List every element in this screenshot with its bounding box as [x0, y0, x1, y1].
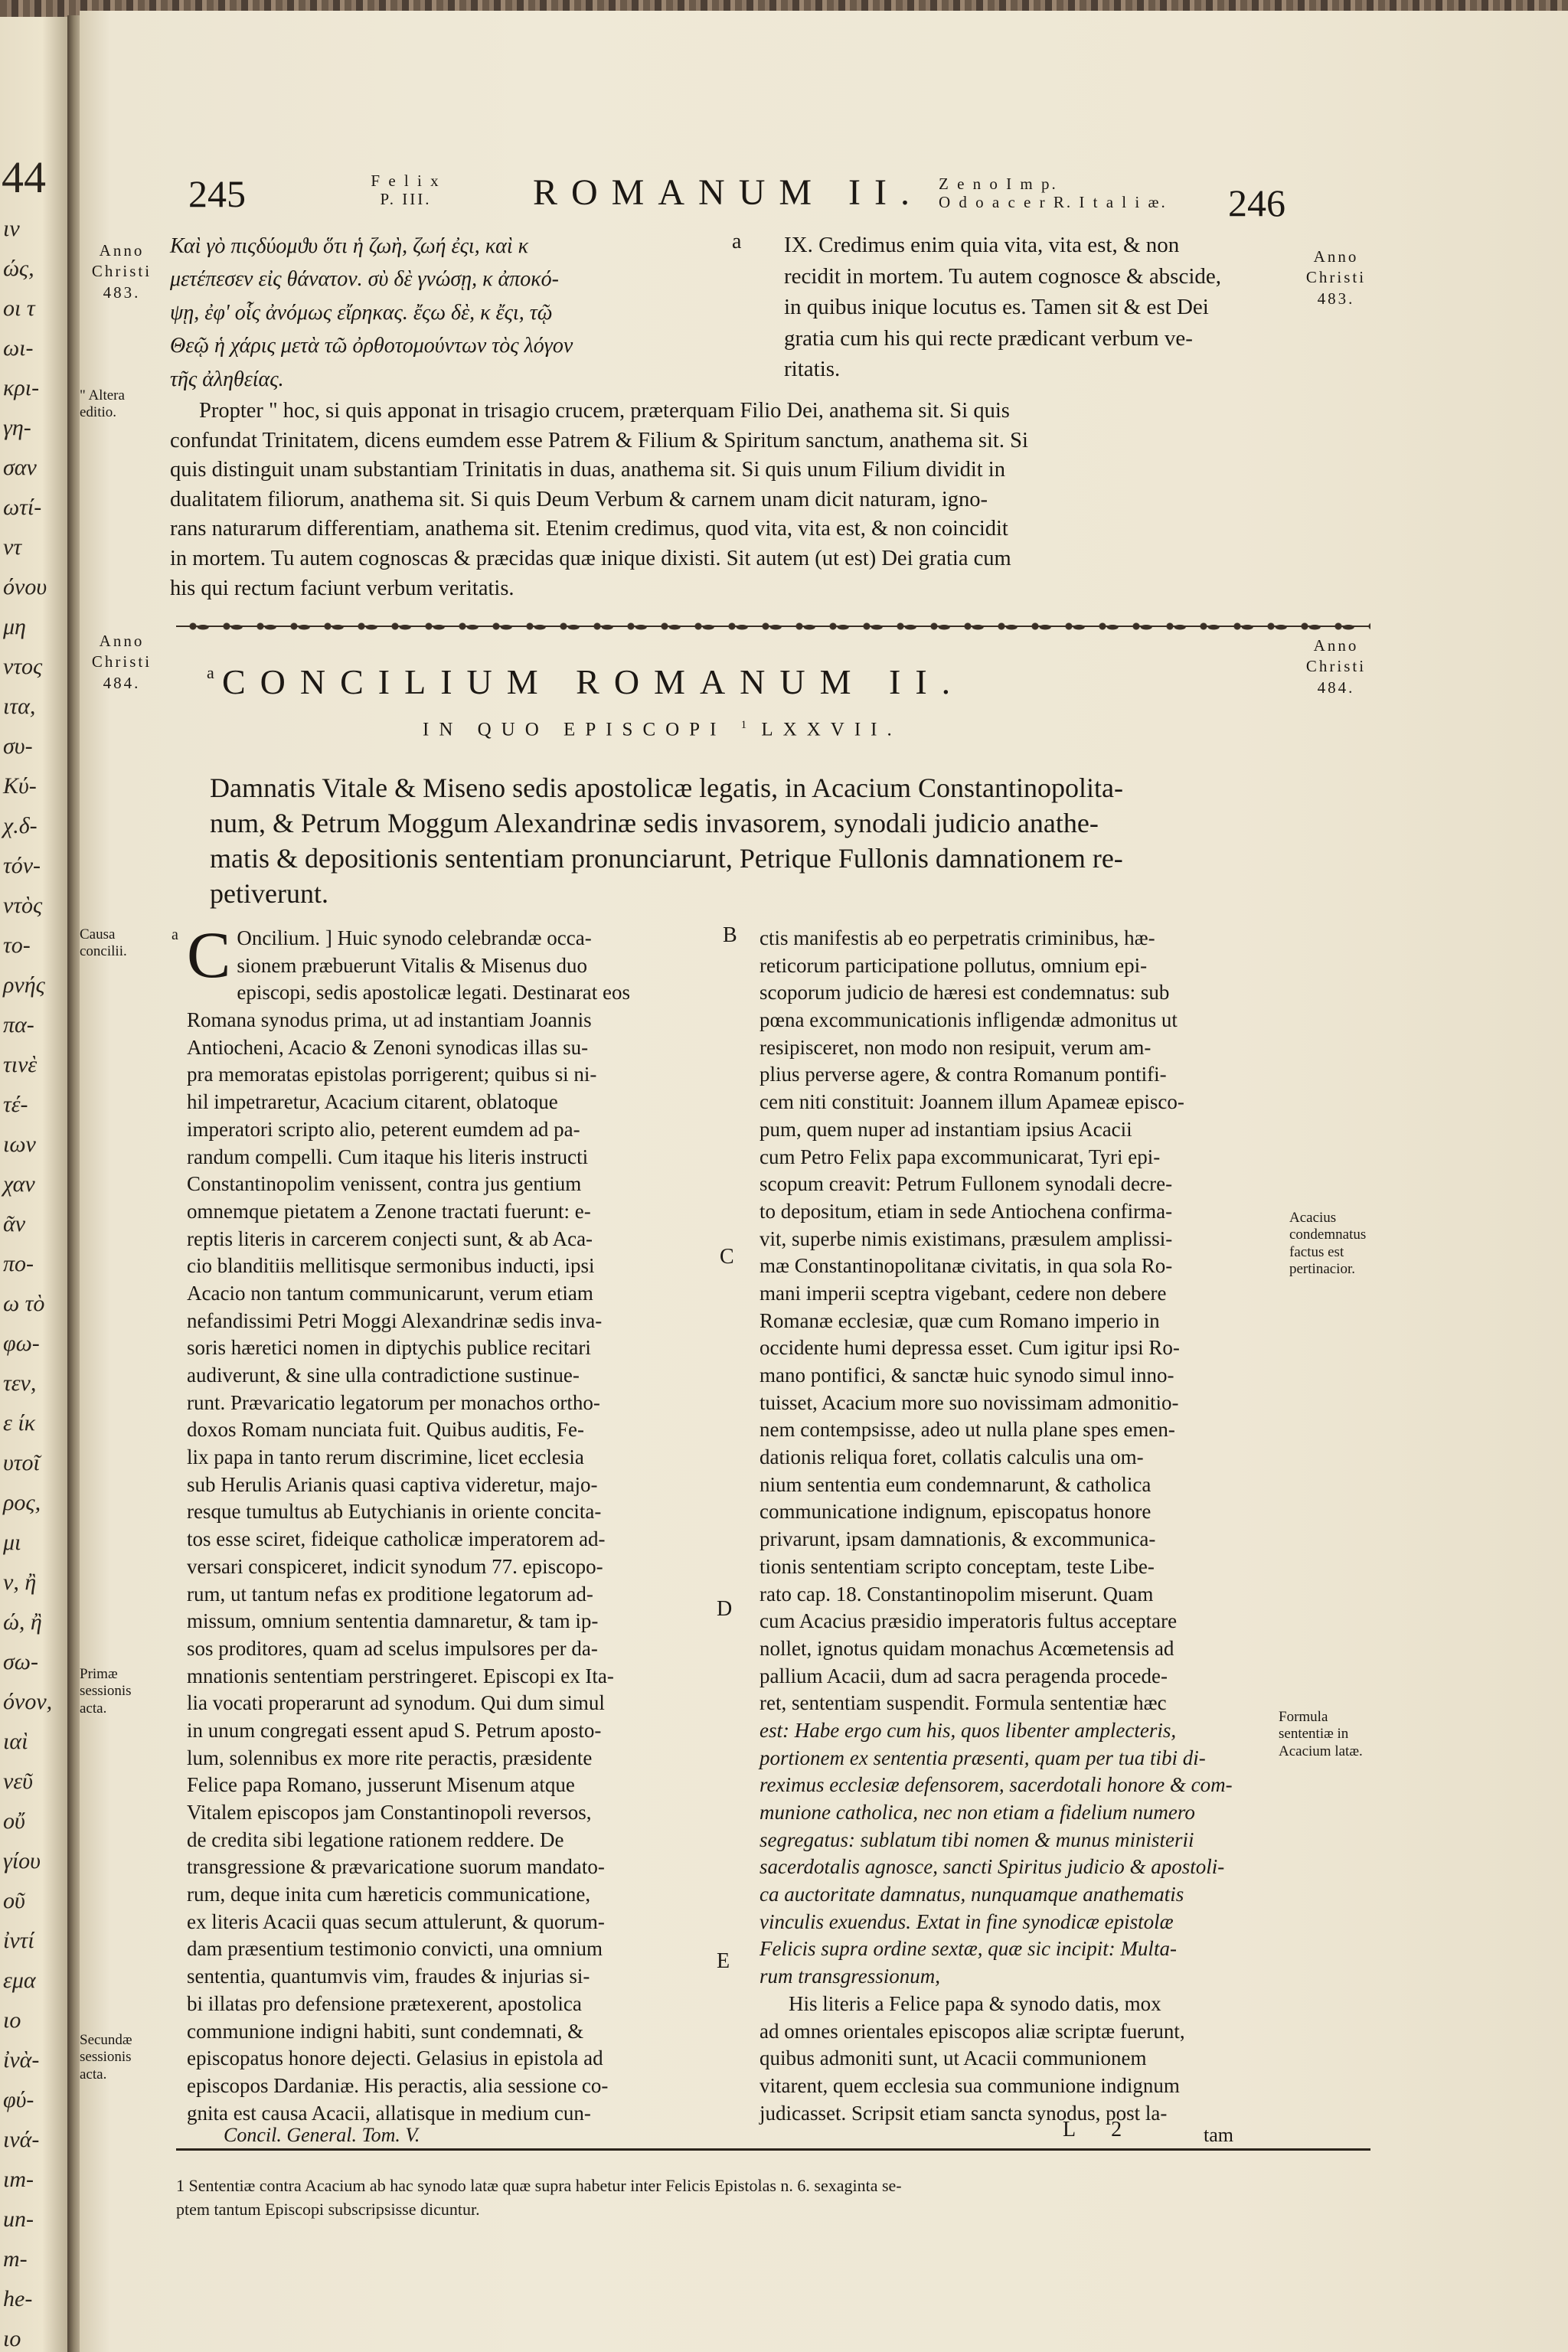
left-page-fragment: κρι-: [3, 375, 40, 400]
left-column-line: lia vocati properarunt ad synodum. Qui dum simul: [187, 1691, 605, 1715]
left-page-fragment: όνου: [3, 574, 47, 599]
latin-ix-block: [784, 230, 1366, 385]
ornamental-band: [176, 617, 1370, 635]
summary-paragraph: [210, 770, 1351, 911]
propter-line: quis distinguit unam substantiam Trinitatis in duas, anathema sit. Si quis unum Filium dividit in: [170, 458, 1005, 482]
latin-line: gratia cum his qui recte prædicant verbum ve-: [784, 325, 1193, 351]
left-page-fragment: ιων: [3, 1132, 36, 1157]
right-column-line: cum Acacius præsidio imperatoris fultus acceptare: [760, 1609, 1178, 1633]
section-letter-c: C: [720, 1245, 734, 1269]
left-page-fragment: εμα: [3, 1968, 36, 1993]
right-column-line: pum, quem nuper ad instantiam ipsius Acacii: [760, 1117, 1132, 1141]
footnote-rule: [176, 2148, 1370, 2151]
section-letter-b: B: [723, 923, 737, 947]
right-column: [760, 925, 1280, 2127]
propter-line: his qui rectum faciunt verbum veritatis.: [170, 576, 514, 600]
left-column-line: pra memoratas epistolas porrigerent; quibus si ni-: [187, 1063, 597, 1086]
right-column-line: nem contempsisse, adeo ut nulla plane spes emen-: [760, 1418, 1175, 1442]
right-column-line: ad omnes orientales episcopos aliæ scriptæ fuerunt,: [760, 2019, 1185, 2043]
right-column-line: resipisceret, non modo non resipuit, verum am-: [760, 1035, 1152, 1059]
right-column-line: sacerdotalis agnosce, sancti Spiritus judicio & apostoli-: [760, 1855, 1225, 1879]
left-column-line: Felice papa Romano, jusserunt Misenum atque: [187, 1773, 575, 1797]
left-column-line: transgressione & prævaricatione suorum mandato-: [187, 1855, 605, 1879]
footnote: [176, 2174, 1370, 2222]
left-column-line: mnationis sententiam perstringeret. Episcopi ex Ita-: [187, 1664, 614, 1687]
left-column-line: resque tumultus ab Eutychianis in oriente concita-: [187, 1500, 602, 1524]
margin-note-primae: Primæ sessionis acta.: [80, 1666, 132, 1717]
left-column-line: doxos Romam nunciata fuit. Quibus auditis, Fe-: [187, 1418, 584, 1442]
left-page-fragment: ιm-: [3, 2167, 34, 2192]
right-column-line: rato cap. 18. Constantinopolim miserunt. Quam: [760, 1582, 1154, 1606]
left-page-fragment: πο-: [3, 1251, 34, 1276]
footnote-line: ptem tantum Episcopi subscripsisse dicuntur.: [176, 2199, 480, 2219]
right-column-line: judicasset. Scripsit etiam sancta synodus, post la-: [760, 2101, 1168, 2125]
header-right-line2: O d o a c e r R. I t a l i æ.: [939, 193, 1168, 212]
anno-christi-right-mid: [1294, 635, 1378, 698]
latin-line: in quibus inique locutus es. Tamen sit & est Dei: [784, 295, 1209, 320]
page-title: ROMANUM II.: [533, 172, 923, 213]
left-page-fragment: ἰντί: [3, 1928, 34, 1953]
section-title: CONCILIUM ROMANUM II.: [222, 662, 965, 701]
left-column-line: randum compelli. Cum itaque his literis instructi: [187, 1145, 589, 1168]
drop-cap: C: [187, 918, 231, 991]
right-column-line: Felicis supra ordine sextæ, quæ sic incipit: Multa-: [760, 1937, 1177, 1961]
subtitle-count: LXXVII.: [761, 719, 902, 740]
left-column-line: nefandissimi Petri Moggi Alexandrinæ sedis inva-: [187, 1308, 603, 1332]
right-column-line: mano pontifici, & sanctæ huic synodo simul inno-: [760, 1364, 1174, 1387]
left-page-fragment: ιο: [3, 2007, 21, 2033]
left-column-line: soris hæretici nomen in diptychis publice recitari: [187, 1336, 591, 1360]
right-column-line: mani imperii sceptra vigebant, cedere non debere: [760, 1281, 1167, 1305]
christi-word: Christi: [91, 652, 152, 671]
margin-note-causa: Causa concilii.: [80, 926, 127, 960]
left-column-line: gnita est causa Acacii, allatisque in medium cun-: [187, 2101, 591, 2125]
left-column-line: tos esse sciret, fideique catholicæ imperatorem ad-: [187, 1527, 606, 1551]
right-column-line: est: Habe ergo cum his, quos libenter amplecteris,: [760, 1718, 1177, 1742]
right-column-line: scopum creavit: Petrum Fullonem synodali decre-: [760, 1172, 1173, 1196]
left-page-number: 44: [2, 152, 46, 202]
left-page-fragment: γη-: [3, 415, 31, 440]
header-left-line1: F e l i x: [371, 172, 441, 190]
right-column-line: vinculis exuendus. Extat in fine synodicæ epistolæ: [760, 1909, 1174, 1933]
right-column-line: pallium Acacii, dum ad sacra peragenda procede-: [760, 1664, 1168, 1687]
right-column-line: dationis reliqua foret, collatis calculis una om-: [760, 1446, 1144, 1469]
propter-line: dualitatem filiorum, anathema sit. Si quis Deum Verbum & carnem unam dicit naturam, igno-: [170, 487, 988, 511]
right-column-line: nium sententia eum condemnarunt, & catholica: [760, 1472, 1152, 1496]
margin-note-acacius: Acacius condemnatus factus est pertinacior.: [1289, 1210, 1367, 1278]
propter-line: rans naturarum differentiam, anathema sit. Etenim credimus, quod vita, vita est, & non coincidit: [170, 517, 1008, 541]
left-column-line: episcopatus honore dejecti. Gelasius in epistola ad: [187, 2047, 603, 2070]
left-column-line: Antiocheni, Acacio & Zenoni synodicas illas su-: [187, 1035, 589, 1059]
left-page-fragment: ρνής: [3, 972, 45, 998]
margin-note-secundae: Secundæ sessionis acta.: [80, 2032, 132, 2082]
col-footnote-marker: a: [172, 926, 178, 943]
right-page: [80, 11, 1568, 2352]
left-page-fragment: φω-: [3, 1331, 40, 1356]
left-column-line: audiverunt, & sine ulla contradictione sustinue-: [187, 1364, 580, 1387]
right-column-line: reximus ecclesiæ defensorem, sacerdotali honore & com-: [760, 1773, 1233, 1797]
left-page-fragment: ντ: [3, 534, 22, 560]
propter-line: in mortem. Tu autem cognoscas & præcidas quæ inique dixisti. Sit autem (ut est) Dei gratia cum: [170, 547, 1011, 571]
left-page-fragment: οῦ: [3, 1888, 25, 1913]
left-column-line: Romana synodus prima, ut ad instantiam Joannis: [187, 1008, 592, 1032]
subtitle-text: IN QUO EPISCOPI: [423, 719, 727, 740]
right-column-line: ctis manifestis ab eo perpetratis criminibus, hæ-: [760, 926, 1155, 949]
anno-word: Anno: [1313, 247, 1359, 266]
left-page-fragment: ρος,: [3, 1490, 41, 1515]
right-column-line: tionis sententiam scripto conceptam, teste Libe-: [760, 1554, 1155, 1578]
greek-line: ψῃ, ἐφ' οἷς ἀνόμως εἴρηκας. ἔςω δὲ, κ ἔςι, τῷ: [170, 300, 553, 325]
right-column-line: communicatione indignum, episcopatus honore: [760, 1500, 1152, 1524]
right-column-line: to depositum, etiam in sede Antiochena confirma-: [760, 1199, 1173, 1223]
left-page-fragment: πα-: [3, 1012, 34, 1037]
title-footnote-marker: a: [207, 663, 214, 682]
right-column-line: Romanæ ecclesiæ, quæ cum Romano imperio in: [760, 1308, 1160, 1332]
page-number-left: 245: [188, 172, 246, 215]
left-column-line: Acacio non tantum communicarunt, verum etiam: [187, 1281, 593, 1305]
left-column-line: ex literis Acacii quas secum attulerunt, & quorum-: [187, 1909, 605, 1933]
right-column-line: vitarent, quem ecclesia sua communione indignum: [760, 2073, 1180, 2097]
left-column-line: missum, omnium sententia damnaretur, & tam ip-: [187, 1609, 599, 1633]
left-column-line: hil impetraretur, Acacium citarent, oblatoque: [187, 1090, 558, 1114]
right-column-line: ca auctoritate damnatus, nunquamque anathematis: [760, 1883, 1184, 1906]
left-column-line: dam præsentium testimonio convicti, una omnium: [187, 1937, 603, 1961]
summary-line: matis & depositionis sententiam pronunciarunt, Petrique Fullonis damnationem re-: [210, 843, 1123, 874]
left-column-line: rum, ut tantum nefas ex proditione legatorum ad-: [187, 1582, 593, 1606]
left-page-fragment: τινὲ: [3, 1052, 38, 1077]
right-column-line: pœna excommunicationis infligendæ admonitus ut: [760, 1008, 1178, 1032]
left-page-fragment: σω-: [3, 1649, 38, 1674]
left-page-fragment: ώς,: [3, 256, 34, 281]
left-page-fragment: un-: [3, 2207, 34, 2232]
anno-christi-left-top: [80, 240, 164, 303]
left-column-line: communione indigni habiti, sunt condemnati, &: [187, 2019, 584, 2043]
right-column-line: tuisset, Acacium more suo novissimam admonitio-: [760, 1390, 1179, 1414]
summary-line: num, & Petrum Moggum Alexandrinæ sedis invasorem, synodali judicio anathe-: [210, 808, 1099, 839]
right-column-line: quibus admoniti sunt, ut Acacii communionem: [760, 2047, 1147, 2070]
left-page-fragment: γίου: [3, 1848, 41, 1873]
left-column-line: runt. Prævaricatio legatorum per monachos ortho-: [187, 1390, 600, 1414]
greek-line: μετέπεσεν εἰς θάνατον. σὺ δὲ γνώσῃ, κ ἀποκό-: [170, 267, 560, 292]
header-right-line1: Z e n o I m p.: [939, 175, 1058, 193]
left-column-line: Constantinopolim venissent, contra jus gentium: [187, 1172, 582, 1196]
left-column-line: episcopos Dardaniæ. His peractis, alia sessione co-: [187, 2073, 609, 2097]
left-column-line: reptis literis in carcerem conjecti sunt, & ab Aca-: [187, 1227, 593, 1250]
margin-note-formula: Formula sententiæ in Acacium latæ.: [1279, 1709, 1363, 1759]
right-column-line: portionem ex sententia præsenti, quam per tua tibi di-: [760, 1746, 1206, 1769]
right-column-line: munione catholica, nec non etiam a fidelium numero: [760, 1801, 1195, 1824]
left-column-line: sionem præbuerunt Vitalis & Misenus duo: [237, 953, 587, 977]
left-column-line: Vitalem episcopos jam Constantinopoli reversos,: [187, 1801, 592, 1824]
left-page-fragment: ἰνὰ-: [3, 2047, 40, 2073]
left-page-edge: [0, 17, 70, 2352]
left-column-line: Oncilium. ] Huic synodo celebrandæ occa-: [237, 926, 592, 949]
marker-a-greek: a: [732, 230, 742, 253]
left-page-fragment: ᾶν: [3, 1211, 26, 1236]
propter-line: Propter " hoc, si quis apponat in trisagio crucem, præterquam Filio Dei, anathema sit. Si quis: [199, 399, 1010, 423]
left-column-line: rum, deque inita cum hæreticis communicatione,: [187, 1883, 591, 1906]
christi-word: Christi: [1305, 657, 1367, 676]
left-page-fragment: ωι-: [3, 335, 34, 361]
left-page-fragment: ωτί-: [3, 495, 42, 520]
anno-year: 484.: [1317, 678, 1355, 697]
greek-line: τῆς ἀληθείας.: [170, 367, 284, 391]
left-column-line: cio blanditiis mellitisque sermonibus inducti, ipsi: [187, 1254, 595, 1278]
left-page-fragment: χ.δ-: [3, 813, 38, 838]
left-page-fragment: οὔ: [3, 1808, 25, 1834]
right-column-line: privarunt, ipsam damnationis, & excommunica-: [760, 1527, 1156, 1551]
left-page-fragment: το-: [3, 933, 31, 958]
left-page-fragment: φύ-: [3, 2087, 34, 2112]
left-page-fragment: τέ-: [3, 1092, 28, 1117]
header-running-left: [345, 172, 467, 208]
anno-year: 483.: [103, 283, 141, 302]
page-number-right: 246: [1228, 181, 1285, 224]
header-left-line2: P. III.: [380, 190, 432, 209]
latin-line: recidit in mortem. Tu autem cognosce & abscide,: [784, 263, 1222, 289]
left-page-fragment: ώ, ἢ: [3, 1609, 42, 1635]
right-column-line: scoporum judicio de hæresi est condemnatus: sub: [760, 981, 1170, 1004]
left-page-fragment: συ-: [3, 733, 33, 759]
left-page-fragment: όνον,: [3, 1689, 53, 1714]
left-page-fragment: ινά-: [3, 2127, 40, 2152]
right-column-line: plius perverse agere, & contra Romanum pontifi-: [760, 1063, 1167, 1086]
anno-christi-left-mid: [80, 631, 164, 694]
right-column-line: reticorum participatione pollutus, omnium epi-: [760, 953, 1148, 977]
left-column-line: bi illatas pro defensione prætexerent, apostolica: [187, 1991, 582, 2015]
left-page-fragment: he-: [3, 2286, 33, 2311]
left-page-fragment: ντος: [3, 654, 43, 679]
christi-word: Christi: [91, 262, 152, 281]
greek-text-block: [170, 230, 805, 396]
left-page-fragment: υτοῖ: [3, 1450, 40, 1475]
left-column-line: imperatori scripto alio, peterent eumdem ad pa-: [187, 1117, 580, 1141]
right-column-line: His literis a Felice papa & synodo datis, mox: [789, 1991, 1161, 2015]
signature-mark: L 2: [1063, 2118, 1138, 2141]
left-page-fragment: νεῦ: [3, 1769, 33, 1794]
right-column-line: cum Petro Felix papa excommunicarat, Tyri epi-: [760, 1145, 1161, 1168]
anno-word: Anno: [1313, 636, 1359, 655]
left-page-fragment: σαν: [3, 455, 37, 480]
left-page-fragment: τεν,: [3, 1370, 37, 1396]
greek-line: Καὶ γὸ πιςδύομϑυ ὅτι ἡ ζωὴ, ζωή ἐςι, καὶ κ: [170, 234, 529, 258]
left-page-fragment: τόν-: [3, 853, 41, 878]
left-column-line: lix papa in tanto rerum discrimine, licet ecclesia: [187, 1446, 584, 1469]
anno-year: 484.: [103, 673, 141, 692]
summary-line: petiverunt.: [210, 878, 328, 910]
left-column-line: episcopi, sedis apostolicæ legati. Destinarat eos: [237, 981, 631, 1004]
left-page-fragment: οι τ: [3, 296, 35, 321]
section-letter-d: D: [717, 1597, 733, 1621]
left-page-fragment: ν, ἢ: [3, 1570, 37, 1595]
propter-paragraph: [170, 397, 1364, 603]
propter-line: confundat Trinitatem, dicens eumdem esse Patrem & Filium & Spiritum sanctum, anathema sit. Si: [170, 428, 1028, 452]
right-column-line: vit, superbe nimis existimans, præsulem amplissi-: [760, 1227, 1173, 1250]
left-column-line: in unum congregati essent apud S. Petrum aposto-: [187, 1718, 602, 1742]
left-column-line: sub Herulis Arianis quasi captiva videretur, majo-: [187, 1472, 598, 1496]
footnote-line: 1 Sententiæ contra Acacium ab hac synodo latæ quæ supra habetur inter Felicis Epistolas n. 6. sexaginta se-: [176, 2176, 902, 2195]
header-running-right: [939, 175, 1191, 211]
christi-word: Christi: [1305, 268, 1367, 287]
left-column-line: sententia, quantumvis vim, fraudes & injurias si-: [187, 1965, 590, 1988]
left-column-line: versari conspiceret, indicit synodum 77. episcopo-: [187, 1554, 603, 1578]
anno-word: Anno: [99, 632, 145, 650]
right-column-line: ret, sententiam suspendit. Formula sententiæ hæc: [760, 1691, 1167, 1715]
right-column-line: mæ Constantinopolitanæ civitatis, in qua sola Ro-: [760, 1254, 1173, 1278]
left-page-fragment: χαν: [3, 1171, 35, 1197]
catchword: tam: [1204, 2124, 1233, 2146]
greek-line: Θεῷ ἡ χάρις μετὰ τῶ ὀρθοτομούντων τὸς λόγον: [170, 334, 573, 358]
anno-year: 483.: [1317, 289, 1355, 308]
left-page-fragment: m-: [3, 2246, 28, 2272]
margin-note-altera-editio: " Altera editio.: [80, 387, 125, 421]
left-page-fragment: μη: [3, 614, 26, 639]
left-column-line: sos proditores, quam ad scelus impulsores per da-: [187, 1636, 598, 1660]
right-column-line: rum transgressionum,: [760, 1965, 941, 1988]
left-page-fragment: ε ίκ: [3, 1410, 36, 1436]
latin-line: IX. Credimus enim quia vita, vita est, & non: [784, 233, 1180, 257]
anno-word: Anno: [99, 241, 145, 260]
section-letter-e: E: [717, 1949, 730, 1973]
summary-line: Damnatis Vitale & Miseno sedis apostolicæ legatis, in Acacium Constantinopolita-: [210, 773, 1124, 803]
left-page-fragment: ιν: [3, 216, 20, 241]
right-column-line: segregatus: sublatum tibi nomen & munus ministerii: [760, 1828, 1194, 1851]
left-page-fragment: Κύ-: [3, 773, 37, 799]
section-subtitle: [423, 719, 902, 740]
right-column-line: cem niti constituit: Joannem illum Apameæ episco-: [760, 1090, 1184, 1114]
left-page-fragment: ω τὸ: [3, 1291, 45, 1316]
left-column-line: omnemque pietatem a Zenone tractati fuerunt: e-: [187, 1199, 591, 1223]
left-page-fragment: ιο: [3, 2326, 21, 2351]
right-column-line: occidente humi depressa esset. Cum igitur ipsi Ro-: [760, 1336, 1180, 1360]
signature-left: Concil. General. Tom. V.: [224, 2124, 420, 2146]
left-page-fragment: ντὸς: [3, 893, 43, 918]
left-page-fragment: ιαὶ: [3, 1729, 28, 1754]
right-column-line: nollet, ignotus quidam monachus Acœmetensis ad: [760, 1636, 1174, 1660]
left-page-fragment: μι: [3, 1530, 21, 1555]
left-column-line: de credita sibi legatione rationem reddere. De: [187, 1828, 564, 1851]
left-page-fragment: ιτα,: [3, 694, 36, 719]
left-column: [187, 918, 715, 2127]
subtitle-footnote-marker: 1: [740, 719, 747, 731]
latin-line: ritatis.: [784, 357, 841, 382]
left-column-line: lum, solennibus ex more rite peractis, præsidente: [187, 1746, 593, 1769]
